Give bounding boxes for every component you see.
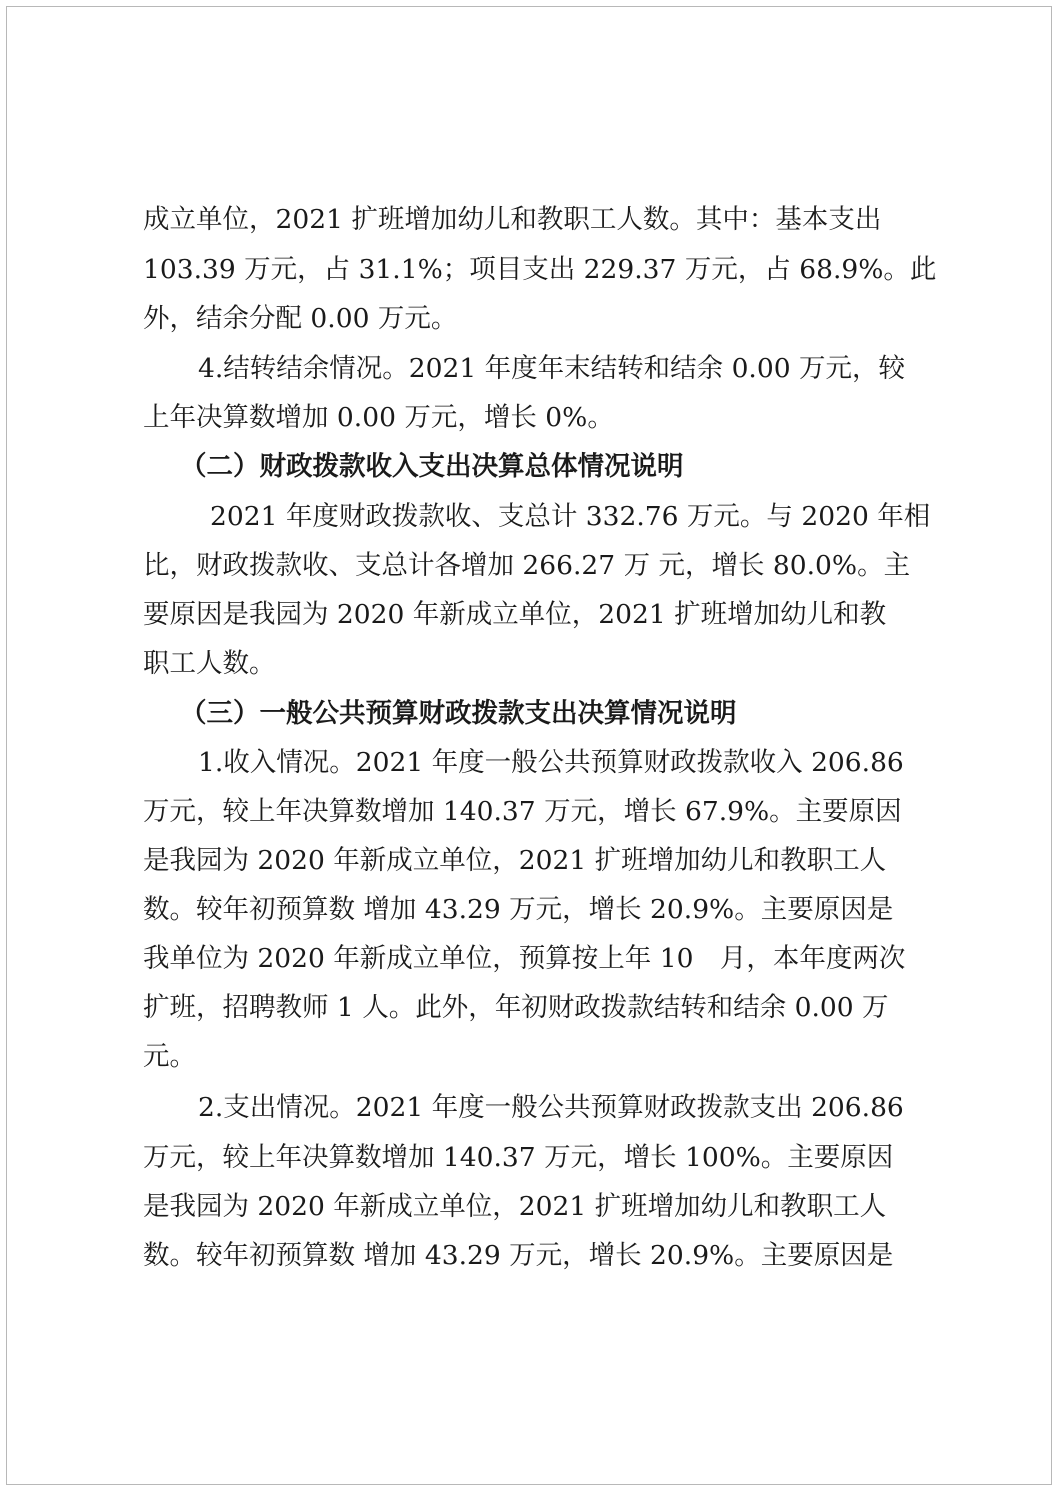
paragraph-line: 扩班，招聘教师 1 人。此外，年初财政拨款结转和结余 0.00 万 — [143, 992, 889, 1023]
paragraph-line: 元。 — [143, 1041, 196, 1072]
paragraph-line: 2021 年度财政拨款收、支总计 332.76 万元。与 2020 年相 — [210, 501, 931, 532]
paragraph-line: 比，财政拨款收、支总计各增加 266.27 万 元，增长 80.0%。主 — [143, 550, 911, 581]
section-heading: （二）财政拨款收入支出决算总体情况说明 — [180, 451, 684, 482]
paragraph-line: 数。较年初预算数 增加 43.29 万元，增长 20.9%。主要原因是 — [143, 1240, 894, 1271]
paragraph-line: 数。较年初预算数 增加 43.29 万元，增长 20.9%。主要原因是 — [143, 894, 894, 925]
paragraph-line: 外，结余分配 0.00 万元。 — [143, 303, 458, 334]
paragraph-line: 我单位为 2020 年新成立单位，预算按上年 10 月，本年度两次 — [143, 943, 906, 974]
paragraph-line: 是我园为 2020 年新成立单位，2021 扩班增加幼儿和教职工人 — [143, 845, 887, 876]
paragraph-line: 是我园为 2020 年新成立单位，2021 扩班增加幼儿和教职工人 — [143, 1191, 887, 1222]
paragraph-line: 2.支出情况。2021 年度一般公共预算财政拨款支出 206.86 — [198, 1092, 904, 1123]
paragraph-line: 上年决算数增加 0.00 万元，增长 0%。 — [143, 402, 614, 433]
paragraph-line: 要原因是我园为 2020 年新成立单位，2021 扩班增加幼儿和教 — [143, 599, 887, 630]
paragraph-line: 103.39 万元，占 31.1%；项目支出 229.37 万元，占 68.9%。此 — [143, 254, 937, 285]
paragraph-line: 4.结转结余情况。2021 年度年末结转和结余 0.00 万元，较 — [198, 353, 905, 384]
paragraph-line: 万元，较上年决算数增加 140.37 万元，增长 67.9%。主要原因 — [143, 796, 902, 827]
paragraph-line: 职工人数。 — [143, 648, 276, 679]
paragraph-line: 成立单位，2021 扩班增加幼儿和教职工人数。其中：基本支出 — [143, 204, 882, 235]
paragraph-line: 1.收入情况。2021 年度一般公共预算财政拨款收入 206.86 — [198, 747, 904, 778]
paragraph-line: 万元，较上年决算数增加 140.37 万元，增长 100%。主要原因 — [143, 1142, 894, 1173]
section-heading: （三）一般公共预算财政拨款支出决算情况说明 — [180, 698, 737, 729]
